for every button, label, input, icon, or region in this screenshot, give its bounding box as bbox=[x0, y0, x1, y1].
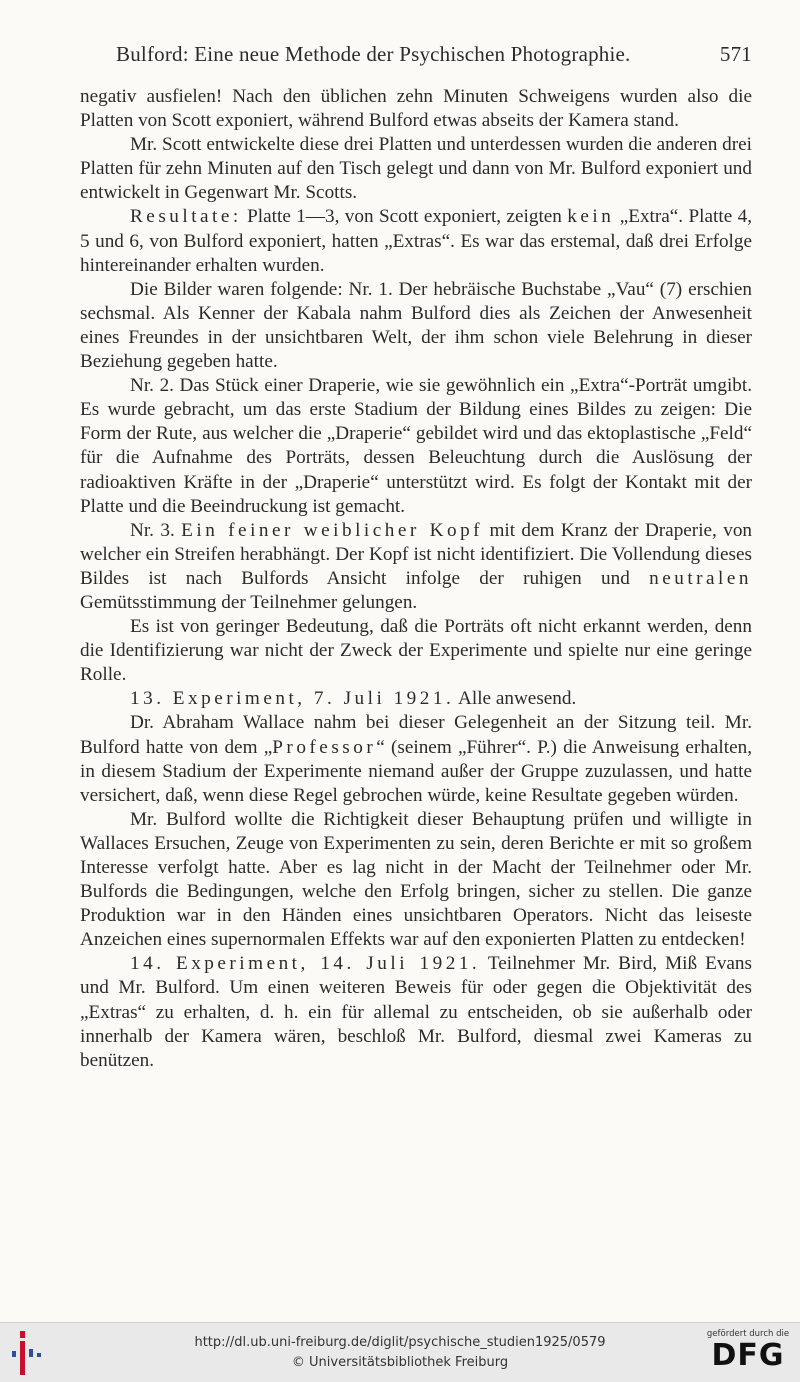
paragraph: Mr. Scott entwickelte diese drei Platten und unterdessen wurden die anderen drei Platten für zehn Minuten auf den Tisch gelegt und dann von Mr. Bulford exponiert und entwickelt in Gegenwart Mr. Scotts. bbox=[80, 134, 752, 204]
footer-info bbox=[150, 1333, 650, 1373]
permalink[interactable]: http://dl.ub.uni-freiburg.de/diglit/psychische_studien1925/0579 bbox=[194, 1335, 606, 1350]
paragraph: Mr. Bulford wollte die Richtigkeit dieser Behauptung prüfen und willigte in Wallaces Ersuchen, Zeuge von Experimenten zu sein, deren Berichte er mit so großem Interesse verfolgt hatte. Aber es lag nicht in der Macht der Teilnehmer oder Mr. Bulfords die Bedingungen, welche den Erfolg bringen, sicher zu stellen. Die ganze Produktion war in den Händen eines unsichtbaren Operators. Nicht das leiseste Anzeichen eines supernormalen Effekts war auf den exponierten Platten zu entdecken! bbox=[80, 808, 752, 951]
page-number: 571 bbox=[719, 42, 752, 66]
paragraph-text: Platte 1—3, von Scott exponiert, zeigten bbox=[241, 206, 568, 228]
paragraph: Nr. 2. Das Stück einer Draperie, wie sie gewöhnlich ein „Extra“-Porträt umgibt. Es wurde gebracht, um das erste Stadium der Bildung eines Bildes zu zeigen: Die Form der Rute, aus welcher die „Draperie“ gebildet wird und das ektoplastische „Feld“ für die Aufnahme des Porträts, dessen Beleuchtung durch die Auslösung der radioaktiven Kräfte in der „Draperie“ unterstützt wird. Es folgt der Kontakt mit der Platte und die Beeindruckung ist gemacht. bbox=[80, 375, 752, 517]
paragraph: negativ ausfielen! Nach den üblichen zehn Minuten Schweigens wurden also die Platten von Scott exponiert, während Bulford etwas abseits der Kamera stand. bbox=[80, 86, 752, 132]
body-text bbox=[80, 85, 752, 1073]
spaced-text: kein bbox=[567, 206, 615, 228]
paragraph-text: Dr. Abraham Wallace nahm bei dieser Gelegenheit an der Sitzung teil. Mr. Bulford hatte von dem „ bbox=[80, 712, 752, 758]
spaced-text: 14. Experiment, 14. Juli 1921. bbox=[130, 953, 481, 975]
paragraph-text: Nr. 3. bbox=[130, 519, 182, 541]
paragraph bbox=[80, 687, 752, 711]
running-title: Bulford: Eine neue Methode der Psychischen Photographie. bbox=[116, 42, 631, 66]
paragraph: Die Bilder waren folgende: Nr. 1. Der hebräische Buchstabe „Vau“ (7) erschien sechsmal. Als Kenner der Kabala nahm Bulford dies als Zeichen der Anwesenheit eines Freundes in der unsichtbaren Welt, der ihm schon viele Belehrung in dieser Beziehung gegeben hatte. bbox=[80, 278, 752, 373]
paragraph-text: Gemütsstimmung der Teilnehmer gelungen. bbox=[80, 591, 418, 613]
viewer-footer bbox=[0, 1322, 800, 1382]
dfg-logo bbox=[706, 1329, 790, 1373]
paragraph bbox=[80, 711, 752, 807]
dfg-wordmark: DFG bbox=[711, 1338, 785, 1373]
paragraph: Es ist von geringer Bedeutung, daß die Porträts oft nicht erkannt werden, denn die Identifizierung war nicht der Zweck der Experimente und spielte nur eine geringe Rolle. bbox=[80, 616, 752, 686]
paragraph-text: Alle anwesend. bbox=[454, 688, 577, 710]
paragraph bbox=[80, 205, 752, 277]
copyright-notice: © Universitätsbibliothek Freiburg bbox=[291, 1355, 509, 1370]
spaced-text: 13. Experiment, 7. Juli 1921. bbox=[130, 688, 455, 710]
dfg-caption: gefördert durch die bbox=[706, 1329, 790, 1339]
paragraph-text: mit dem Kranz der Draperie, von welcher ein Streifen herabhängt. Der Kopf ist nicht identifiziert. Die Vollendung dieses Bildes ist nach Bulfords Ansicht infolge der ruhigen und bbox=[80, 519, 753, 589]
paragraph bbox=[80, 952, 752, 1072]
running-header bbox=[80, 42, 752, 67]
paragraph-text: „Extra“. Platte 4, 5 und 6, von Bulford exponiert, hatten „Extras“. Es war das erstemal, daß drei Erfolge hintereinander erhalten wurden. bbox=[80, 206, 752, 276]
spaced-text: Ein feiner weiblicher Kopf bbox=[181, 519, 484, 541]
paragraph bbox=[80, 519, 752, 615]
spaced-text: Professor bbox=[272, 736, 377, 758]
ub-freiburg-logo-icon bbox=[10, 1331, 50, 1375]
spaced-text: Resultate: bbox=[130, 206, 242, 228]
paragraph-text: Teilnehmer Mr. Bird, Miß Evans und Mr. Bulford. Um einen weiteren Beweis für oder gegen die Objektivität des „Extras“ zu erhalten, d. h. ein für allemal zu entscheiden, ob sie außerhalb oder innerhalb der Kamera wären, beschloß Mr. Bulford, diesmal zwei Kameras zu benützen. bbox=[80, 953, 752, 1071]
paragraph-text: “ (seinem „Führer“. P.) die Anweisung erhalten, in diesem Stadium der Experimente niemand außer der Gruppe zuzulassen, und hatte versichert, daß, wenn diese Regel gebrochen würde, keine Resultate gegeben würden. bbox=[80, 736, 753, 806]
spaced-text: neutralen bbox=[649, 567, 752, 589]
